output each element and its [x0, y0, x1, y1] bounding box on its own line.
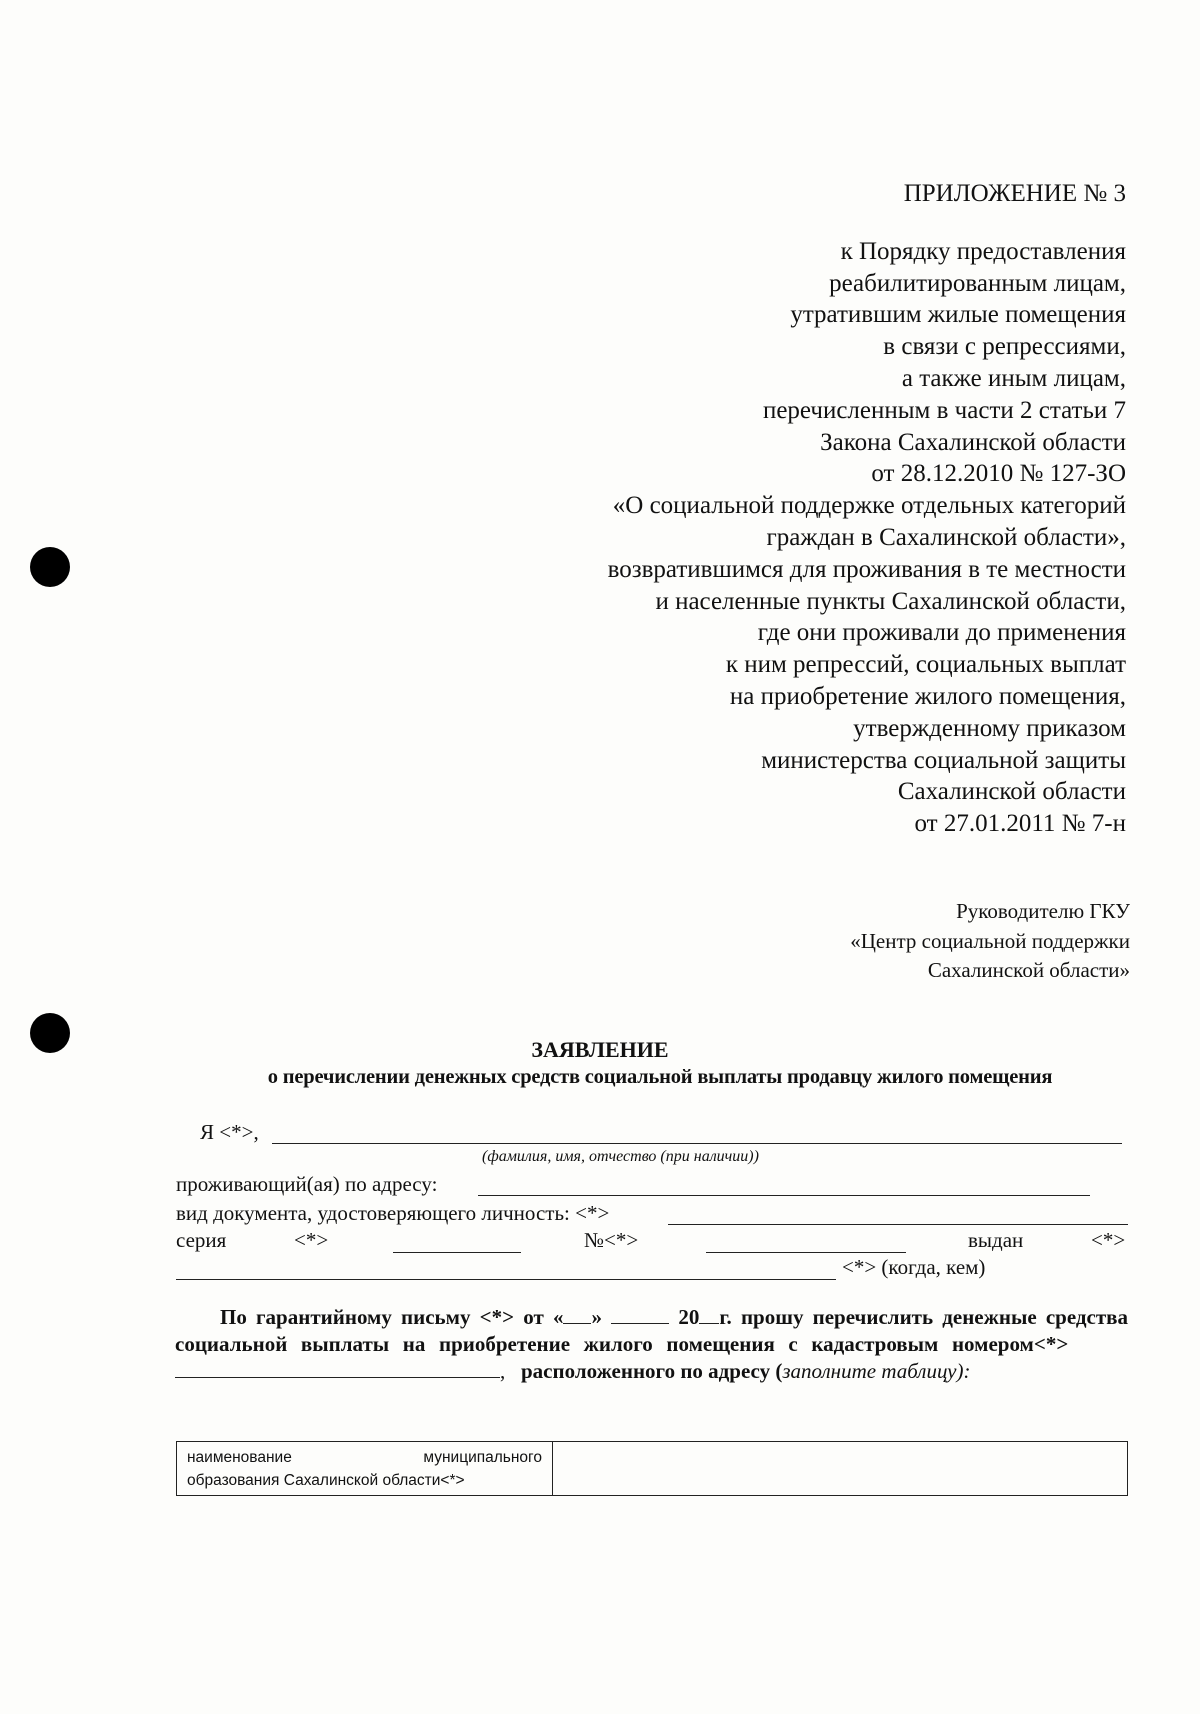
identity-doc-label: вид документа, удостоверяющего личность: <*>	[176, 1201, 610, 1225]
i-label: Я <*>,	[200, 1120, 259, 1144]
number-field[interactable]	[706, 1251, 906, 1253]
header-line: а также иным лицам,	[901, 364, 1126, 392]
header-line: в связи с репрессиями,	[883, 333, 1126, 361]
letter-year-field[interactable]	[699, 1305, 719, 1324]
series-label: серия	[176, 1228, 227, 1252]
identity-doc-field[interactable]	[668, 1223, 1128, 1225]
address-field[interactable]	[478, 1194, 1090, 1196]
para-text: г. прошу перечислить денежные средства социальной выплаты на приобретение жилого помещения с кадастровым номером<*>	[175, 1305, 1128, 1356]
document-subtitle: о перечислении денежных средств социальной выплаты продавцу жилого помещения	[267, 1066, 1053, 1088]
header-line: граждан в Сахалинской области»,	[766, 523, 1126, 551]
table-label-line: образования Сахалинской области<*>	[187, 1472, 465, 1489]
guarantee-paragraph	[175, 1304, 1128, 1385]
issued-label: выдан	[968, 1228, 1024, 1252]
para-text: расположенного по адресу (	[521, 1359, 783, 1383]
table-label-word: наименование	[187, 1449, 292, 1466]
header-line: к Порядку предоставления	[840, 237, 1126, 265]
header-line: к ним репрессий, социальных выплат	[725, 651, 1126, 679]
letter-day-field[interactable]	[563, 1305, 591, 1324]
addressee-line: Руководителю ГКУ	[956, 899, 1130, 923]
header-line: Закона Сахалинской области	[820, 428, 1126, 456]
series-mark: <*>	[294, 1228, 329, 1252]
header-line: от 28.12.2010 № 127-ЗО	[871, 460, 1126, 488]
address-table	[176, 1441, 1128, 1496]
issued-by-field[interactable]	[176, 1278, 836, 1280]
table-label-line	[187, 1446, 542, 1469]
addressee-block	[610, 897, 1130, 986]
para-text-italic: заполните таблицу):	[782, 1359, 971, 1383]
para-text: 20	[678, 1305, 700, 1329]
header-line: утвержденному приказом	[853, 714, 1126, 742]
header-line: реабилитированным лицам,	[829, 269, 1126, 297]
header-line: от 27.01.2011 № 7-н	[914, 810, 1126, 838]
header-line: и населенные пункты Сахалинской области,	[655, 587, 1126, 615]
punch-hole-top	[30, 547, 70, 587]
series-field[interactable]	[393, 1251, 521, 1253]
para-text: ,	[500, 1359, 506, 1383]
letter-month-field[interactable]	[611, 1305, 669, 1324]
header-line: министерства социальной защиты	[761, 746, 1126, 774]
addressee-line: Сахалинской области»	[927, 958, 1130, 982]
table-label-cell	[177, 1442, 553, 1495]
table-label-word: муниципального	[423, 1449, 542, 1466]
appendix-header	[506, 178, 1126, 840]
issued-mark: <*>	[1091, 1228, 1126, 1252]
header-line: возвратившимся для проживания в те местности	[607, 555, 1126, 583]
cadastral-number-field[interactable]	[175, 1359, 500, 1378]
document-title: ЗАЯВЛЕНИЕ	[531, 1037, 669, 1062]
header-line: утратившим жилые помещения	[790, 301, 1126, 329]
appendix-title: ПРИЛОЖЕНИЕ № 3	[903, 180, 1126, 207]
number-label: №<*>	[584, 1228, 639, 1252]
header-line: на приобретение жилого помещения,	[729, 682, 1126, 710]
header-line: перечисленным в части 2 статьи 7	[762, 396, 1126, 424]
address-label: проживающий(ая) по адресу:	[176, 1172, 438, 1196]
para-text: По гарантийному письму <*> от «	[220, 1305, 564, 1329]
para-text: »	[591, 1305, 602, 1329]
header-line: где они проживали до применения	[757, 619, 1126, 647]
municipality-value-cell[interactable]	[553, 1442, 1127, 1495]
header-line: «О социальной поддержке отдельных категорий	[612, 492, 1126, 520]
fio-hint: (фамилия, имя, отчество (при наличии))	[482, 1148, 759, 1165]
fio-field[interactable]	[272, 1142, 1122, 1144]
addressee-line: «Центр социальной поддержки	[850, 928, 1130, 953]
header-line: Сахалинской области	[897, 778, 1126, 806]
when-by-label: <*> (когда, кем)	[842, 1255, 986, 1279]
